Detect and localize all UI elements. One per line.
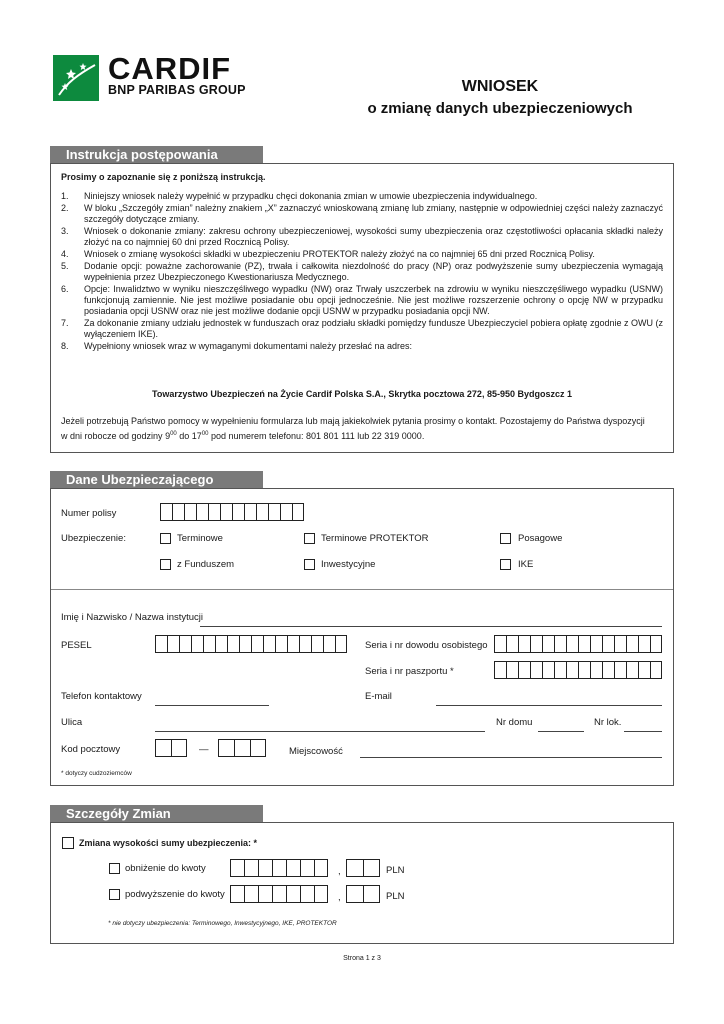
sum-change-footnote: * nie dotyczy ubezpieczenia: Terminowego, Inwestycyjnego, IKE, PROTEKTOR — [108, 920, 337, 927]
list-item: 6. Opcje: Inwalidztwo w wyniku nieszczęśliwego wypadku (NW) oraz Trwały uszczerbek na zdrowiu w wyniku nieszczęśliwego wypadku (USNW) funkcjonują zamiennie. Nie jest możliwe posiadanie obu opcji jednocześnie. Nie jest możliwe rozszerzenie ochrony o opcję NW w przypadku posiadania opcji USNW oraz nie jest możliwe dodanie opcji USNW w przypadku posiadania opcji NW. — [61, 284, 663, 316]
zip-part2-input[interactable] — [218, 739, 266, 757]
house-number-input[interactable] — [538, 731, 584, 732]
increase-cents-input[interactable] — [346, 885, 380, 903]
increase-checkbox[interactable] — [109, 889, 120, 900]
doc-title: WNIOSEK — [461, 78, 539, 95]
currency-label: PLN — [386, 865, 405, 876]
phone-label: Telefon kontaktowy — [61, 691, 142, 702]
flat-number-input[interactable] — [624, 731, 662, 732]
fundusz-checkbox[interactable] — [160, 559, 171, 570]
divider — [51, 589, 673, 590]
city-label: Miejscowość — [289, 746, 343, 757]
posagowe-label: Posagowe — [518, 533, 563, 544]
decrease-amount-input[interactable] — [230, 859, 328, 877]
id-card-input[interactable] — [494, 635, 662, 653]
page-number: Strona 1 z 3 — [343, 955, 381, 962]
zip-label: Kod pocztowy — [61, 744, 121, 755]
fundusz-label: z Funduszem — [177, 559, 235, 570]
id-card-label: Seria i nr dowodu osobistego — [365, 640, 488, 651]
doc-subtitle: o zmianę danych ubezpieczeniowych — [367, 100, 633, 117]
phone-input[interactable] — [155, 705, 269, 706]
inwestycyjne-checkbox[interactable] — [304, 559, 315, 570]
list-item: 5. Dodanie opcji: poważne zachorowanie (PZ), trwała i całkowita niezdolność do pracy (NP) oraz podwyższenie sumy ubezpieczenia wymagają wypełnienia przez Ubezpieczonego Kwestionariusza Medycznego. — [61, 261, 663, 282]
decrease-label: obniżenie do kwoty — [125, 863, 206, 874]
currency-label: PLN — [386, 891, 405, 902]
passport-label: Seria i nr paszportu * — [365, 666, 454, 677]
section-tab-policyholder: Dane Ubezpieczającego — [50, 471, 263, 488]
street-input[interactable] — [155, 731, 485, 732]
name-input[interactable] — [200, 626, 662, 627]
zip-dash: — — [199, 744, 209, 755]
decrease-cents-input[interactable] — [346, 859, 380, 877]
protektor-label: Terminowe PROTEKTOR — [321, 533, 429, 544]
email-input[interactable] — [436, 705, 662, 706]
list-item: 2. W bloku „Szczegóły zmian” należny znakiem „X” zaznaczyć wnioskowaną zmianę lub zmiany, następnie w odpowiedniej części należy zaznaczyć szczegóły dotyczące zmiany. — [61, 203, 663, 224]
foreigners-footnote: * dotyczy cudzoziemców — [61, 770, 132, 777]
flat-number-label: Nr lok. — [594, 717, 622, 728]
contact-info: Jeżeli potrzebują Państwo pomocy w wypełnieniu formularza lub mają jakiekolwiek pytania prosimy o kontakt. Pozostajemy do Państwa dyspozycji w dni robocze od godziny $9^{00}$ do $17^{00}$ pod numerem telefonu: 801 801 111 lub 22 319 0000. — [61, 416, 645, 441]
terminowe-checkbox[interactable] — [160, 533, 171, 544]
instructions-intro: Prosimy o zapoznanie się z poniższą instrukcją. — [61, 172, 266, 182]
brand-name: CARDIF — [108, 51, 232, 86]
name-label: Imię i Nazwisko / Nazwa instytucji — [61, 612, 204, 623]
policy-number-label: Numer polisy — [61, 508, 117, 519]
decimal-comma: , — [338, 892, 341, 903]
sum-change-title: Zmiana wysokości sumy ubezpieczenia: * — [79, 838, 258, 848]
decimal-comma: , — [338, 866, 341, 877]
decrease-checkbox[interactable] — [109, 863, 120, 874]
postal-address: Towarzystwo Ubezpieczeń na Życie Cardif Polska S.A., Skrytka pocztowa 272, 85-950 Bydgoszcz 1 — [152, 389, 572, 399]
list-item: 1. Niniejszy wniosek należy wypełnić w przypadku chęci dokonania zmian w umowie ubezpieczenia indywidualnego. — [61, 191, 538, 201]
city-input[interactable] — [360, 757, 662, 758]
list-item: 4. Wniosek o zmianę wysokości składki w ubezpieczeniu PROTEKTOR należy złożyć na co najmniej 65 dni przed Rocznicą Polisy. — [61, 249, 595, 259]
pesel-input[interactable] — [155, 635, 347, 653]
passport-input[interactable] — [494, 661, 662, 679]
list-item: 3. Wniosek o dokonanie zmiany: zakresu ochrony ubezpieczeniowej, wysokości sumy ubezpieczenia oraz częstotliwości opłacania składki należy złożyć na co najmniej 60 dni przed Rocznicą Polisy. — [61, 226, 663, 247]
sum-change-checkbox[interactable] — [62, 837, 74, 849]
inwestycyjne-label: Inwestycyjne — [321, 559, 376, 570]
policy-number-input[interactable] — [160, 503, 304, 521]
brand-subtitle: BNP PARIBAS GROUP — [108, 83, 246, 97]
list-item: 7. Za dokonanie zmiany udziału jednostek w funduszach oraz podziału składki pomiędzy fundusze Ubezpieczyciel pobiera opłatę zgodnie z OWU (z wyłączeniem IKE). — [61, 318, 663, 339]
ike-checkbox[interactable] — [500, 559, 511, 570]
zip-part1-input[interactable] — [155, 739, 187, 757]
email-label: E-mail — [365, 691, 392, 702]
cardif-stars-icon — [53, 55, 99, 101]
protektor-checkbox[interactable] — [304, 533, 315, 544]
ike-label: IKE — [518, 559, 534, 570]
pesel-label: PESEL — [61, 640, 92, 651]
posagowe-checkbox[interactable] — [500, 533, 511, 544]
instructions-list — [61, 191, 663, 352]
section-tab-changes: Szczegóły Zmian — [50, 805, 263, 822]
insurance-type-label: Ubezpieczenie: — [61, 533, 126, 544]
terminowe-label: Terminowe — [177, 533, 223, 544]
cardif-logo — [53, 55, 99, 101]
section-tab-instructions: Instrukcja postępowania — [50, 146, 263, 163]
street-label: Ulica — [61, 717, 83, 728]
house-number-label: Nr domu — [496, 717, 533, 728]
list-item: 8. Wypełniony wniosek wraz w wymaganymi dokumentami należy przesłać na adres: — [61, 341, 413, 351]
increase-amount-input[interactable] — [230, 885, 328, 903]
increase-label: podwyższenie do kwoty — [125, 889, 225, 900]
